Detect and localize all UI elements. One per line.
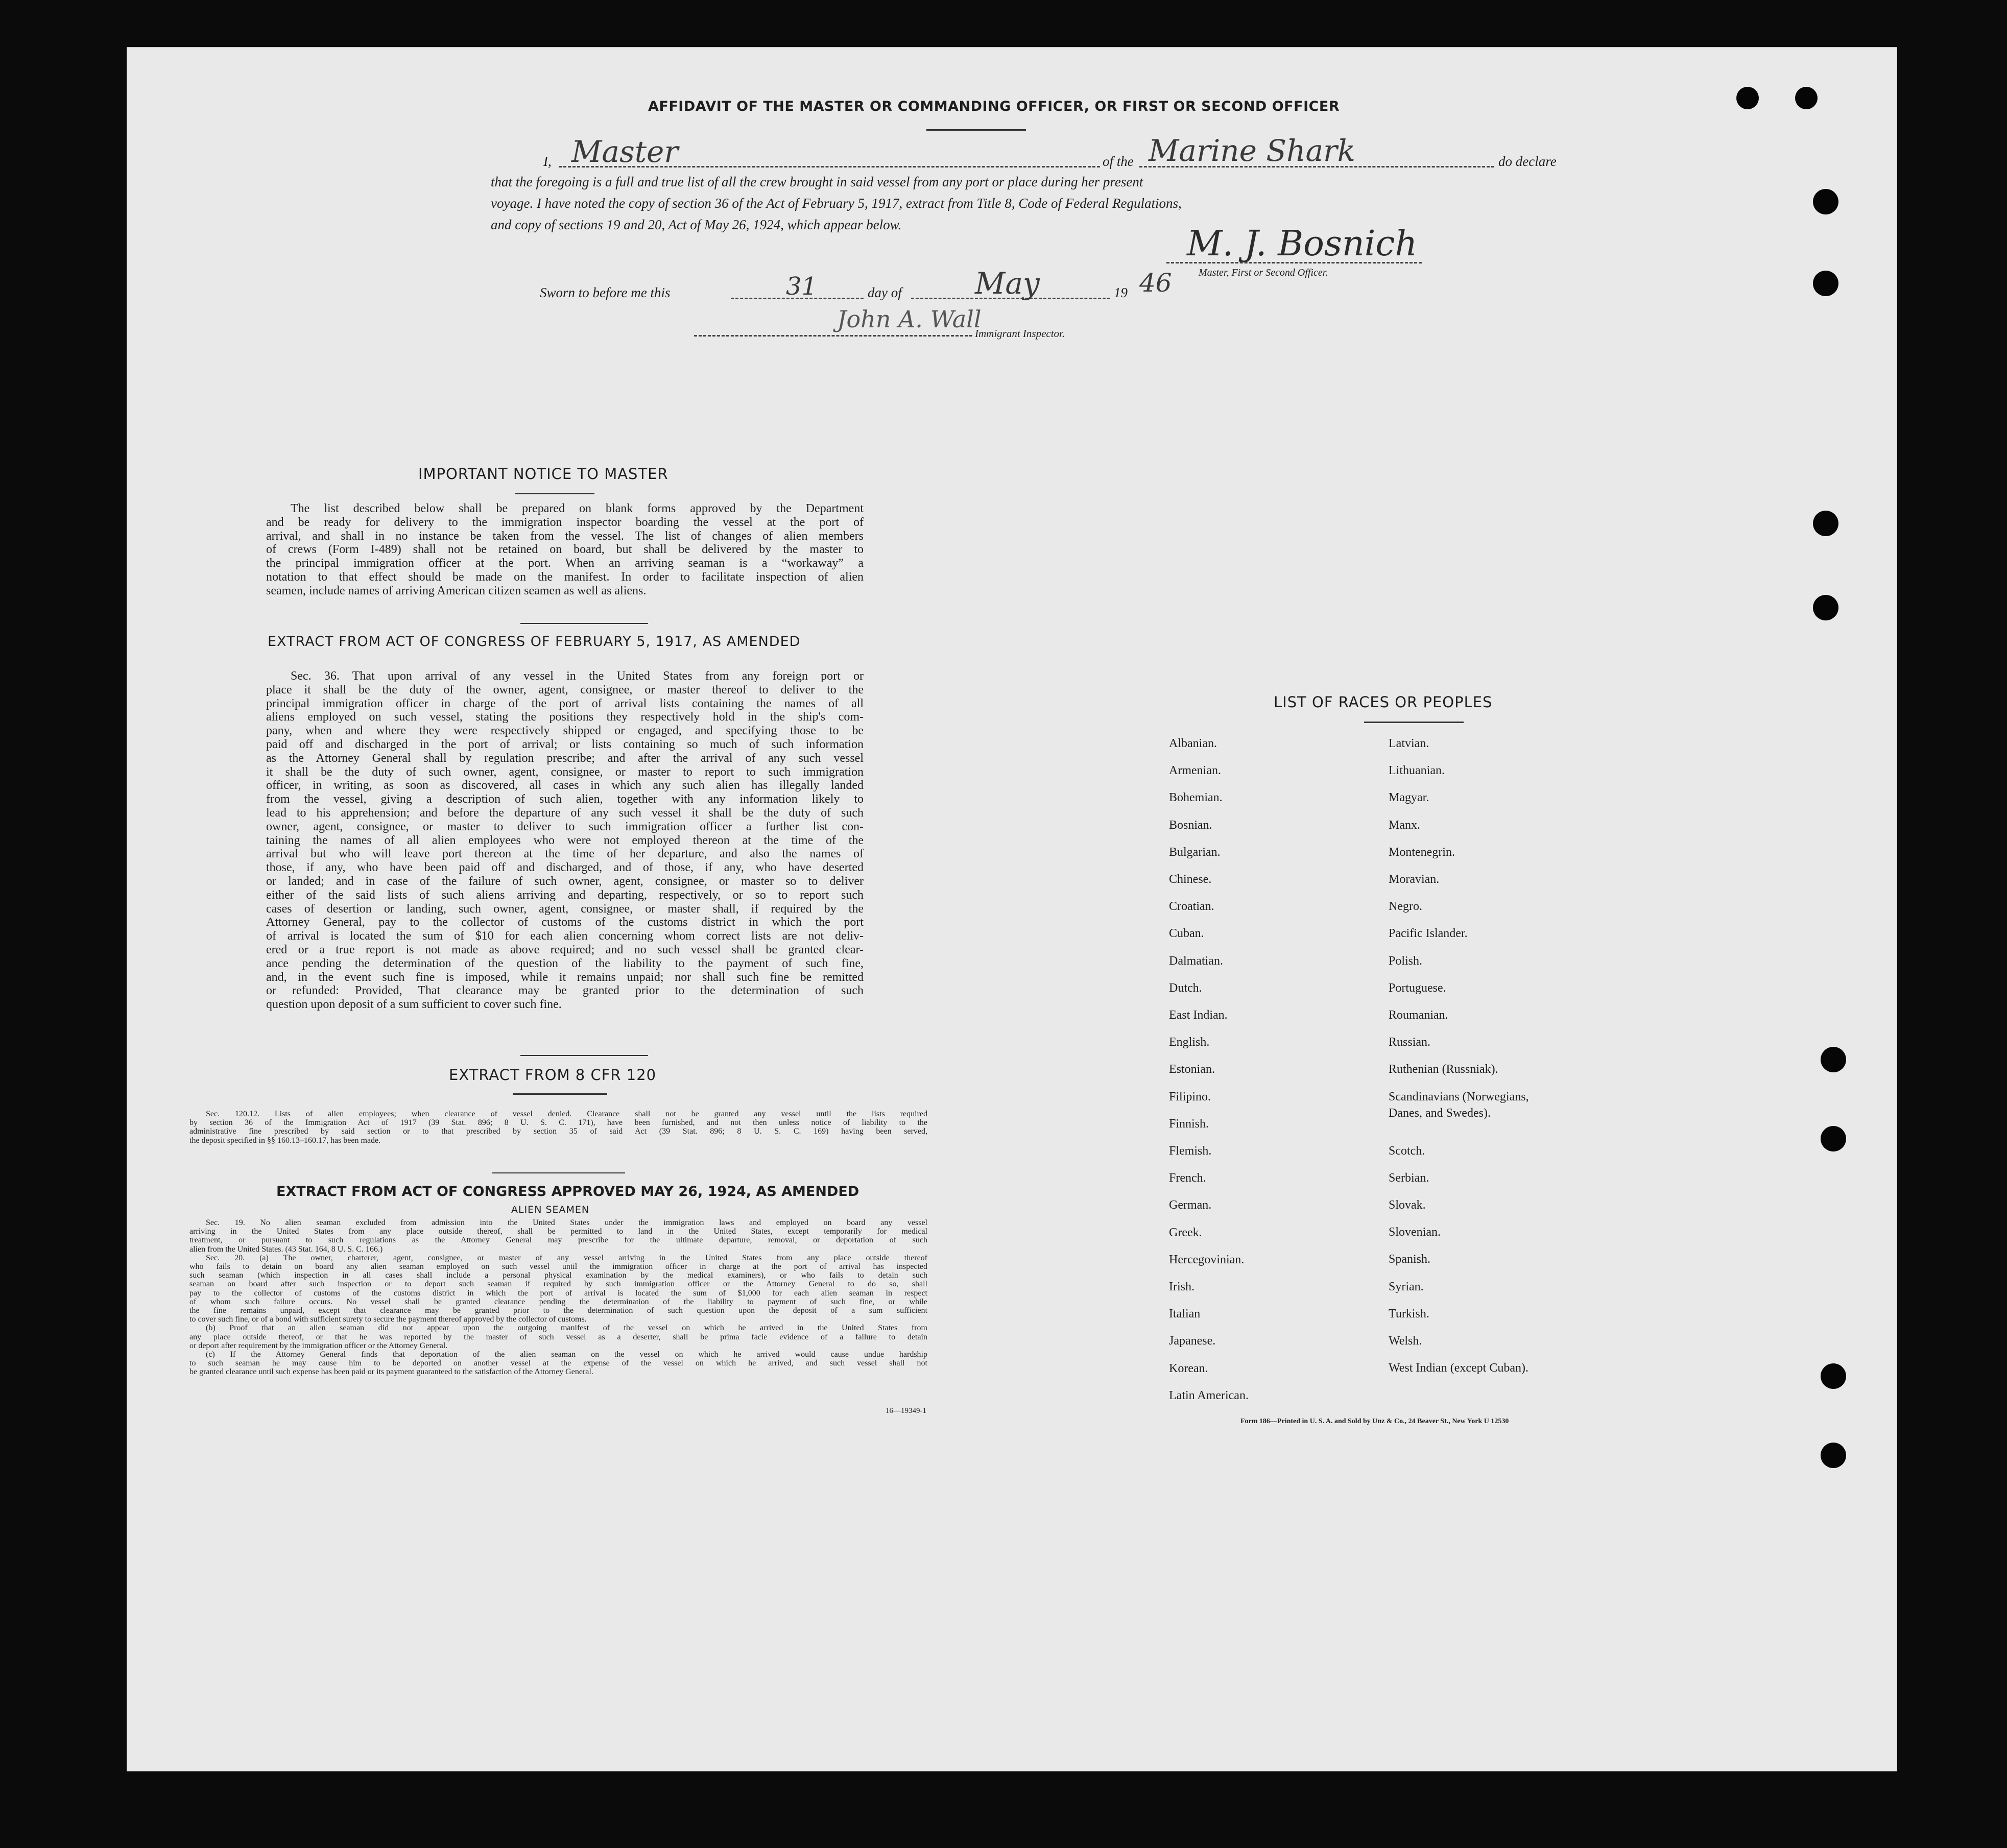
race-item: Russian. — [1389, 1036, 1431, 1049]
statute-line: ered or a true report is not made as above required; and no such vessel shall be granted clear- — [266, 943, 864, 956]
statute-line: Sec. 36. That upon arrival of any vessel in the United States from any foreign port or — [291, 669, 864, 683]
statute-line: of arrival is located the sum of $10 for each alien concerning whom correct lists are not deliv- — [266, 929, 864, 943]
inspector-caption: Immigrant Inspector. — [975, 327, 1065, 340]
handwritten-day: 31 — [786, 272, 818, 301]
race-item: Slovak. — [1389, 1198, 1426, 1212]
statute-line: arriving in the United States from any place outside thereof, shall be permitted to land in the United States, except temporarily for medical — [189, 1227, 927, 1236]
binder-hole — [1813, 189, 1838, 214]
sworn-label: Sworn to before me this — [540, 285, 671, 300]
race-item: Bosnian. — [1169, 818, 1212, 832]
binder-hole — [1821, 1443, 1846, 1468]
statute-line: aliens employed on such vessel, stating the positions they respectively hold in the ship's com- — [266, 710, 864, 724]
binder-hole — [1795, 87, 1818, 109]
statute-line: it shall be the duty of such owner, agent, consignee, or master to report to such immigration — [266, 765, 864, 779]
handwritten-inspector: John A. Wall — [837, 305, 982, 333]
statute-line: seaman on board after such inspection or to deport such seaman if required by such immigration officer or the Attorney General to do so, shall — [189, 1280, 927, 1289]
race-item: Armenian. — [1169, 764, 1221, 778]
handwritten-signature: M. J. Bosnich — [1187, 224, 1418, 264]
race-item: Moravian. — [1389, 873, 1440, 886]
document-page — [127, 47, 1897, 1771]
statute-line: principal immigration officer in charge of the port of arrival lists containing the names of all — [266, 697, 864, 710]
cfr-line: by section 36 of the Immigration Act of 1917 (39 Stat. 896; 8 U. S. C. 171), have been furnished, and not then unless notice of liability to the — [189, 1118, 927, 1127]
notice-title: IMPORTANT NOTICE TO MASTER — [418, 465, 668, 483]
notice-line: arrival, and shall in no instance be taken from the vessel. The list of changes of alien members — [266, 529, 864, 543]
race-item: Irish. — [1169, 1280, 1194, 1293]
race-item: German. — [1169, 1198, 1212, 1212]
divider — [513, 1093, 607, 1095]
statute-line: of whom such failure occurs. No vessel shall be granted clearance pending the determination of the liability to payment of such fine, or while — [189, 1297, 927, 1306]
statute-line: taining the names of all alien employees who were not employed thereon at the time of the — [266, 833, 864, 847]
affidavit-body-1: that the foregoing is a full and true list of all the crew brought in said vessel from any port or place during her present — [491, 174, 1143, 189]
race-item: Japanese. — [1169, 1334, 1216, 1348]
notice-line: notation to that effect should be made on the manifest. In order to facilitate inspection of alien — [266, 570, 864, 584]
notice-line: the principal immigration officer at the port. When an arriving seaman is a “workaway” a — [266, 557, 864, 570]
notice-line: The list described below shall be prepared on blank forms approved by the Department — [291, 502, 864, 515]
race-item: English. — [1169, 1036, 1210, 1049]
race-item: Spanish. — [1389, 1253, 1431, 1266]
form-footer: Form 186—Printed in U. S. A. and Sold by Unz & Co., 24 Beaver St., New York U 12530 — [1240, 1418, 1509, 1425]
statute-line: pay to the collector of customs of the customs district in which the port of arrival is located the sum of $1,000 for each alien seaman in respect — [189, 1288, 927, 1298]
notice-line: seamen, include names of arriving American citizen seamen as well as aliens. — [266, 584, 647, 597]
race-item: Roumanian. — [1389, 1009, 1448, 1022]
statute-line: or deport after requirement by the immigration officer or the Attorney General. — [189, 1341, 448, 1350]
statute-line: alien from the United States. (43 Stat. 164, 8 U. S. C. 166.) — [189, 1244, 383, 1254]
race-item: Hercegovinian. — [1169, 1253, 1245, 1266]
i-label: I, — [543, 154, 552, 169]
affidavit-title: AFFIDAVIT OF THE MASTER OR COMMANDING OFFICER, OR FIRST OR SECOND OFFICER — [648, 99, 1340, 114]
statute-line: Sec. 19. No alien seaman excluded from admission into the United States under the immigration laws and employed on board any vessel — [206, 1218, 927, 1227]
race-item: Dutch. — [1169, 981, 1202, 995]
affidavit-body-3: and copy of sections 19 and 20, Act of May 26, 1924, which appear below. — [491, 217, 902, 232]
statute-line: owner, agent, consignee, or master to deliver to such immigration officer a further list con- — [266, 820, 864, 833]
statute-line: cases of desertion or landing, such owner, agent, consignee, or master shall, if required by the — [266, 902, 864, 916]
race-item: Croatian. — [1169, 900, 1214, 914]
form-code: 16—19349-1 — [886, 1407, 926, 1415]
races-title: LIST OF RACES OR PEOPLES — [1274, 693, 1493, 711]
statute-line: arrival but who will leave port thereon at the time of her departure, and also the names of — [266, 847, 864, 861]
statute-line: and, in the event such fine is imposed, while it remains unpaid; nor shall such fine be remitted — [266, 970, 864, 984]
race-item: Turkish. — [1389, 1307, 1429, 1321]
race-item: Danes, and Swedes). — [1389, 1106, 1491, 1120]
race-item: Lithuanian. — [1389, 764, 1445, 778]
of-the-label: of the — [1103, 154, 1134, 169]
race-item: Montenegrin. — [1389, 845, 1455, 859]
statute-line: be granted clearance until such expense has been paid or its payment guaranteed to the satisfaction of the Attorney General. — [189, 1367, 593, 1377]
statute-line: or landed; and in case of the failure of such owner, agent, consignee, or master so to deliver — [266, 874, 864, 888]
race-item: West Indian (except Cuban). — [1389, 1361, 1528, 1375]
race-item: Cuban. — [1169, 927, 1204, 941]
statute-line: (b) Proof that an alien seaman did not appear upon the outgoing manifest of the vessel on which he arrived in the United States from — [206, 1324, 927, 1333]
statute-line: as the Attorney General shall by regulation prescribe; and after the arrival of any such vessel — [266, 751, 864, 765]
race-item: Italian — [1169, 1307, 1201, 1321]
race-item: Latin American. — [1169, 1388, 1249, 1402]
race-item: Albanian. — [1169, 737, 1217, 750]
statute-line: Attorney General, pay to the collector of customs of the customs district in which the port — [266, 916, 864, 929]
race-item: Scandinavians (Norwegians, — [1389, 1090, 1529, 1103]
handwritten-vessel: Marine Shark — [1149, 133, 1355, 168]
cfr-line: Sec. 120.12. Lists of alien employees; when clearance of vessel denied. Clearance shall not be granted any vessel until the lists required — [206, 1110, 927, 1118]
binder-hole — [1813, 511, 1838, 536]
binder-hole — [1736, 87, 1759, 109]
statute-line: who fails to detain on board any alien seaman employed on such vessel until the immigration officer in charge at the port of arrival has inspected — [189, 1262, 927, 1271]
signature-line — [1166, 262, 1422, 263]
race-item: East Indian. — [1169, 1009, 1228, 1022]
statute-line: pany, when and where they were respectively shipped or engaged, and specifying those to be — [266, 724, 864, 738]
statute-line: place it shall be the duty of the owner, agent, consignee, or master thereof to deliver to the — [266, 683, 864, 697]
statute-line: any place outside thereof, or that he was reported by the master of such vessel as a deserter, shall be prima facie evidence of a failure to detain — [189, 1332, 927, 1341]
divider — [492, 1172, 625, 1173]
race-item: Slovenian. — [1389, 1226, 1441, 1239]
divider — [520, 623, 648, 624]
race-item: Pacific Islander. — [1389, 927, 1468, 941]
do-declare-label: do declare — [1498, 154, 1557, 169]
inspector-line — [694, 335, 972, 337]
race-item: Negro. — [1389, 900, 1422, 914]
race-item: Manx. — [1389, 818, 1420, 832]
extract-cfr-text — [189, 1110, 927, 1145]
race-item: Finnish. — [1169, 1117, 1209, 1131]
handwritten-year: 46 — [1139, 268, 1172, 298]
statute-line: from the vessel, giving a description of such alien, together with any information likely to — [266, 793, 864, 806]
binder-hole — [1821, 1126, 1846, 1151]
race-item: Syrian. — [1389, 1280, 1424, 1293]
race-item: Latvian. — [1389, 737, 1429, 750]
statute-line: Sec. 20. (a) The owner, charterer, agent, consignee, or master of any vessel arriving in the United States from any place outside thereof — [206, 1253, 927, 1262]
race-item: Welsh. — [1389, 1334, 1422, 1348]
statute-line: ance pending the determination of the question of the liability to the payment of such fine, — [266, 956, 864, 970]
binder-hole — [1813, 271, 1838, 296]
statute-line: those, if any, who have been paid off and discharged, and of those, if any, who have deserted — [266, 861, 864, 875]
race-item: Korean. — [1169, 1361, 1208, 1375]
extract-1917-title: EXTRACT FROM ACT OF CONGRESS OF FEBRUARY 5, 1917, AS AMENDED — [268, 634, 801, 650]
race-item: Scotch. — [1389, 1144, 1425, 1158]
race-item: Bohemian. — [1169, 791, 1223, 805]
race-item: Magyar. — [1389, 791, 1429, 805]
notice-line: of crews (Form I-489) shall not be retained on board, but shall be delivered by the master to — [266, 543, 864, 557]
extract-1917-text — [266, 669, 864, 1012]
race-item: Flemish. — [1169, 1144, 1212, 1158]
race-item: French. — [1169, 1171, 1206, 1185]
divider — [520, 1055, 648, 1056]
statute-line: or refunded: Provided, That clearance may be granted prior to the determination of such — [266, 984, 864, 998]
race-item: Ruthenian (Russniak). — [1389, 1063, 1498, 1076]
race-item: Greek. — [1169, 1226, 1202, 1239]
statute-line: officer, in writing, as soon as discovered, all cases in which any such alien has illegally landed — [266, 779, 864, 793]
statute-line: to cover such fine, or of a bond with sufficient surety to secure the payment thereof approved by the collector of customs. — [189, 1315, 587, 1324]
statute-line: paid off and discharged in the port of arrival; or lists containing so much of such information — [266, 737, 864, 751]
binder-hole — [1821, 1363, 1846, 1389]
divider — [1364, 722, 1464, 723]
statute-line: either of the said lists of such aliens arriving and departing, respectively, or so to report such — [266, 888, 864, 902]
officer-caption: Master, First or Second Officer. — [1199, 267, 1328, 278]
race-item: Portuguese. — [1389, 981, 1446, 995]
divider — [515, 493, 594, 494]
binder-hole — [1813, 595, 1838, 620]
cfr-line: the deposit specified in §§ 160.13–160.17, has been made. — [189, 1136, 381, 1145]
statute-line: such seaman (which inspection in all cases shall include a personal physical examination by the medical examiners), or who fails to detain such — [189, 1271, 927, 1280]
statute-line: the fine remains unpaid, except that clearance may be granted prior to the determination of such question upon the deposit of a sum sufficient — [189, 1306, 927, 1315]
handwritten-month: May — [975, 266, 1040, 301]
extract-1924-text — [189, 1218, 927, 1377]
divider — [926, 129, 1026, 131]
notice-line: and be ready for delivery to the immigration inspector boarding the vessel at the port of — [266, 515, 864, 529]
race-item: Bulgarian. — [1169, 845, 1221, 859]
race-item: Serbian. — [1389, 1171, 1429, 1185]
statute-line: (c) If the Attorney General finds that deportation of the alien seaman on the vessel on which he arrived would cause undue hardship — [206, 1350, 927, 1359]
binder-hole — [1821, 1047, 1846, 1072]
affidavit-body-2: voyage. I have noted the copy of section 36 of the Act of February 5, 1917, extract from Title 8, Code of Federal Regulations, — [491, 196, 1182, 211]
race-item: Chinese. — [1169, 873, 1212, 886]
race-item: Polish. — [1389, 954, 1423, 968]
extract-1924-title: EXTRACT FROM ACT OF CONGRESS APPROVED MAY 26, 1924, AS AMENDED — [276, 1184, 859, 1199]
cfr-line: administrative fine prescribed by said section or to that prescribed by section 35 of said Act (39 Stat. 896; 8 U. S. C. 169) having been served, — [189, 1127, 927, 1136]
extract-cfr-title: EXTRACT FROM 8 CFR 120 — [449, 1066, 657, 1084]
statute-line: treatment, or pursuant to such regulations as the Attorney General may prescribe for the ultimate departure, removal, or deportation of such — [189, 1236, 927, 1245]
notice-text — [266, 502, 864, 598]
extract-1924-subtitle: ALIEN SEAMEN — [511, 1204, 590, 1215]
race-item: Estonian. — [1169, 1063, 1215, 1076]
handwritten-rank: Master — [571, 134, 679, 169]
race-item: Dalmatian. — [1169, 954, 1223, 968]
statute-line: question upon deposit of a sum sufficient to cover such fine. — [266, 998, 562, 1012]
race-item: Filipino. — [1169, 1090, 1211, 1103]
statute-line: lead to his apprehension; and before the departure of any such vessel it shall be the duty of such — [266, 806, 864, 820]
day-of-label: day of — [868, 285, 902, 300]
statute-line: to such seaman he may cause him to be deported on another vessel at the expense of the vessel on which he arrived, and such vessel shall not — [189, 1359, 927, 1368]
year-prefix: 19 — [1114, 285, 1128, 300]
